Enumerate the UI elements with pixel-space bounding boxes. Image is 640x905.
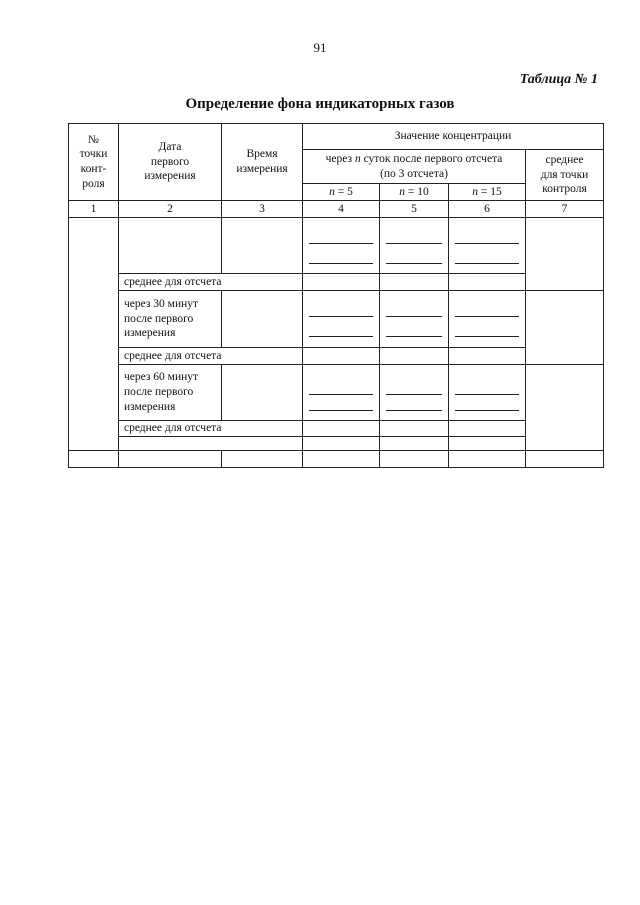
header-first-date: Дата первого измерения	[119, 124, 222, 201]
value-cell-n10	[380, 365, 449, 421]
empty-cell	[449, 437, 526, 451]
average-value-cell	[380, 421, 449, 437]
point-average-cell	[526, 218, 604, 291]
average-row-label: среднее для отсчета	[119, 274, 303, 291]
empty-cell	[380, 451, 449, 468]
table-row	[69, 421, 604, 437]
time-cell	[222, 291, 303, 348]
empty-cell	[119, 451, 222, 468]
average-value-cell	[380, 274, 449, 291]
point-average-cell	[526, 365, 604, 451]
header-point-average: среднее для точки контроля	[526, 150, 604, 201]
average-value-cell	[303, 348, 380, 365]
value-cell-n10	[380, 218, 449, 274]
column-number: 5	[380, 201, 449, 218]
document-title: Определение фона индикаторных газов	[185, 96, 455, 112]
table-row	[69, 218, 604, 274]
column-number: 2	[119, 201, 222, 218]
measurement-table	[68, 123, 604, 468]
average-value-cell	[380, 348, 449, 365]
header-point-number: № точки конт- роля	[69, 124, 119, 201]
header-n-10: n = 10	[380, 184, 449, 201]
average-value-cell	[303, 274, 380, 291]
table-row	[69, 291, 604, 348]
empty-cell	[380, 437, 449, 451]
average-value-cell	[449, 421, 526, 437]
empty-cell	[303, 437, 380, 451]
table-row	[69, 274, 604, 291]
empty-cell	[303, 451, 380, 468]
column-number-row	[69, 201, 604, 218]
column-number: 4	[303, 201, 380, 218]
average-value-cell	[449, 274, 526, 291]
value-cell-n15	[449, 365, 526, 421]
column-number: 3	[222, 201, 303, 218]
header-n-5: n = 5	[303, 184, 380, 201]
first-date-cell	[119, 218, 222, 274]
page-number: 91	[313, 40, 327, 55]
value-cell-n5	[303, 291, 380, 348]
time-cell	[222, 218, 303, 274]
column-number: 7	[526, 201, 604, 218]
table-row	[69, 348, 604, 365]
average-row-label: среднее для отсчета	[119, 348, 303, 365]
point-average-cell	[526, 291, 604, 365]
table-label: Таблица № 1	[519, 72, 598, 87]
value-cell-n15	[449, 218, 526, 274]
average-value-cell	[303, 421, 380, 437]
column-number: 1	[69, 201, 119, 218]
time-cell	[222, 365, 303, 421]
value-cell-n15	[449, 291, 526, 348]
empty-cell	[222, 451, 303, 468]
point-number-cell	[69, 218, 119, 451]
header-measurement-time: Время измерения	[222, 124, 303, 201]
value-cell-n5	[303, 218, 380, 274]
after-30-minutes-label: через 30 минут после первого измерения	[119, 291, 222, 348]
table-row	[69, 365, 604, 421]
average-value-cell	[449, 348, 526, 365]
empty-cell	[119, 437, 303, 451]
value-cell-n10	[380, 291, 449, 348]
header-n-15: n = 15	[449, 184, 526, 201]
header-concentration-group: Значение концентрации	[303, 124, 604, 150]
value-cell-n5	[303, 365, 380, 421]
after-60-minutes-label: через 60 минут после первого измерения	[119, 365, 222, 421]
table-row	[69, 437, 604, 451]
average-row-label: среднее для отсчета	[119, 421, 303, 437]
empty-cell	[526, 451, 604, 468]
header-after-n-days: через n суток после первого отсчета (по 3 отсчета)	[303, 150, 526, 184]
column-number: 6	[449, 201, 526, 218]
table-row	[69, 451, 604, 468]
empty-cell	[449, 451, 526, 468]
empty-cell	[69, 451, 119, 468]
